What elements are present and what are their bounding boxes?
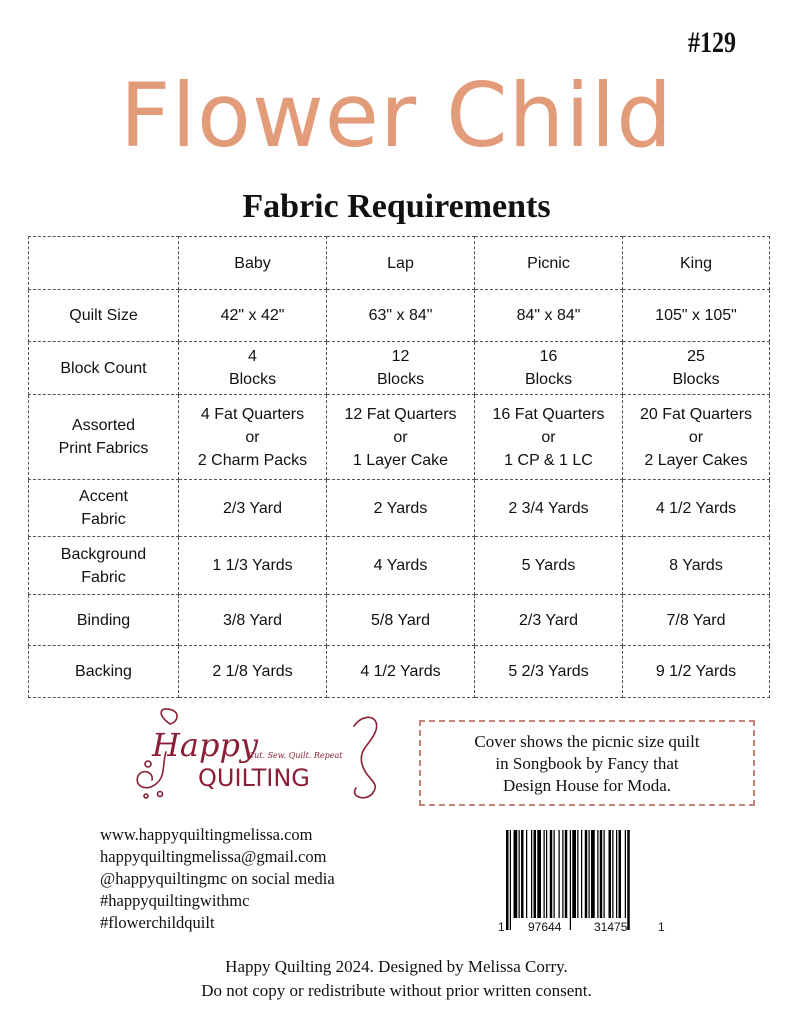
barcode-bar bbox=[537, 830, 541, 918]
table-row bbox=[29, 395, 770, 480]
footer bbox=[0, 955, 793, 1003]
cell-value: 2 Layer Cakes bbox=[644, 451, 748, 469]
row-label: Quilt Size bbox=[69, 307, 138, 324]
row-label-cell bbox=[29, 595, 179, 646]
row-label-cell bbox=[29, 395, 179, 480]
fabric-requirements-table bbox=[28, 236, 770, 698]
row-label: Binding bbox=[76, 611, 131, 629]
cell-value: or bbox=[245, 428, 260, 446]
barcode-bar bbox=[627, 830, 630, 930]
logo-dot-2 bbox=[158, 792, 163, 797]
barcode-bar bbox=[616, 830, 617, 918]
logo-swirl-top-left bbox=[161, 709, 177, 724]
table-cell bbox=[327, 290, 475, 342]
table-cell bbox=[623, 595, 770, 646]
table-cell bbox=[327, 595, 475, 646]
cell-value: 3/8 Yard bbox=[222, 611, 282, 629]
barcode-bar bbox=[562, 830, 563, 918]
row-label: Assorted bbox=[71, 417, 136, 434]
table-cell bbox=[327, 646, 475, 698]
cell-value: 9 1/2 Yards bbox=[655, 663, 737, 680]
table-cell bbox=[327, 395, 475, 480]
barcode-bar bbox=[589, 830, 590, 918]
consent-line: Do not copy or redistribute without prior written consent. bbox=[201, 981, 592, 1000]
cell-value: 12 Fat Quarters bbox=[344, 405, 457, 423]
table-row bbox=[29, 537, 770, 595]
logo-tagline: Cut. Sew. Quilt. Repeat bbox=[248, 751, 343, 760]
logo-dot-1 bbox=[145, 761, 151, 767]
table-cell bbox=[327, 480, 475, 537]
barcode-bar bbox=[572, 830, 576, 918]
barcode-bar bbox=[559, 830, 560, 918]
table-cell bbox=[623, 342, 770, 395]
cell-value: 16 bbox=[539, 348, 558, 365]
table-cell bbox=[179, 537, 327, 595]
cell-value: 25 bbox=[687, 348, 705, 365]
cell-value: 63" x 84" bbox=[368, 307, 433, 324]
table-cell bbox=[475, 290, 623, 342]
cell-value: 2 Charm Packs bbox=[197, 451, 308, 469]
cell-value: Blocks bbox=[524, 371, 573, 388]
cell-value: 2 3/4 Yards bbox=[508, 499, 589, 517]
cover-notice-box bbox=[419, 720, 755, 806]
row-label-cell bbox=[29, 290, 179, 342]
notice-line: Cover shows the picnic size quilt bbox=[474, 732, 700, 751]
cell-value: 42" x 42" bbox=[220, 307, 285, 324]
cell-value: 1 1/3 Yards bbox=[212, 557, 293, 574]
table-cell bbox=[623, 646, 770, 698]
barcode-digit-group: 97644 bbox=[528, 920, 562, 934]
barcode-bar bbox=[625, 830, 626, 918]
table-cell bbox=[475, 537, 623, 595]
cell-value: 5 2/3 Yards bbox=[508, 663, 589, 680]
header-cell-king: King bbox=[623, 237, 770, 290]
barcode-bar bbox=[514, 830, 518, 918]
cell-value: 4 1/2 Yards bbox=[655, 499, 737, 517]
row-label-cell bbox=[29, 342, 179, 395]
table-cell bbox=[179, 342, 327, 395]
barcode-bar bbox=[550, 830, 553, 918]
table-cell bbox=[475, 595, 623, 646]
pattern-number: #129 bbox=[688, 26, 736, 59]
page-title: Flower Child bbox=[119, 64, 674, 167]
hashtag-pattern: #flowerchildquilt bbox=[100, 913, 215, 932]
logo-dot-3 bbox=[144, 794, 148, 798]
barcode-bar bbox=[526, 830, 527, 918]
happy-quilting-logo bbox=[126, 704, 388, 804]
barcode-digit-group: 1 bbox=[498, 920, 505, 934]
table-cell bbox=[475, 395, 623, 480]
logo-word-top: Happy bbox=[152, 726, 259, 764]
barcode-bar bbox=[585, 830, 588, 918]
logo-word-bottom: QUILTING bbox=[198, 764, 310, 792]
cell-value: 20 Fat Quarters bbox=[639, 405, 753, 423]
barcode-bar bbox=[534, 830, 537, 918]
barcode-bar bbox=[581, 830, 582, 918]
row-label-cell bbox=[29, 646, 179, 698]
barcode-digit-group: 31475 bbox=[594, 920, 628, 934]
barcode-bar bbox=[609, 830, 612, 918]
cell-value: Blocks bbox=[228, 371, 277, 388]
barcode-bar bbox=[591, 830, 595, 918]
cell-value: 5/8 Yard bbox=[370, 611, 430, 629]
cell-value: 5 Yards bbox=[521, 557, 576, 574]
table-cell bbox=[475, 480, 623, 537]
copyright-line: Happy Quilting 2024. Designed by Melissa Corry. bbox=[225, 957, 568, 976]
table-cell bbox=[475, 646, 623, 698]
table-cell bbox=[179, 480, 327, 537]
cell-value: or bbox=[541, 428, 556, 446]
table-header-row bbox=[29, 237, 770, 290]
cell-value: 4 Yards bbox=[373, 557, 428, 574]
table-row bbox=[29, 646, 770, 698]
notice-line: Design House for Moda. bbox=[502, 776, 672, 795]
cell-value: 7/8 Yard bbox=[666, 611, 726, 629]
cell-value: or bbox=[688, 428, 704, 446]
table-row bbox=[29, 480, 770, 537]
cell-value: 2/3 Yard bbox=[222, 499, 282, 517]
header-cell-lap: Lap bbox=[327, 237, 475, 290]
table-cell bbox=[623, 395, 770, 480]
row-label-cell bbox=[29, 537, 179, 595]
barcode-bar bbox=[546, 830, 547, 918]
row-label: Print Fabrics bbox=[58, 440, 149, 457]
cell-value: 105" x 105" bbox=[655, 307, 737, 324]
table-cell bbox=[327, 537, 475, 595]
barcode-bar bbox=[597, 830, 598, 918]
hashtag-primary: #happyquiltingwithmc bbox=[100, 891, 250, 910]
barcode-bar bbox=[604, 830, 605, 918]
row-label: Fabric bbox=[81, 511, 126, 528]
table-cell bbox=[475, 342, 623, 395]
page-subtitle: Fabric Requirements bbox=[242, 188, 551, 225]
barcode-bar bbox=[506, 830, 509, 930]
table-row bbox=[29, 290, 770, 342]
table-cell bbox=[179, 290, 327, 342]
cell-value: 4 bbox=[248, 348, 257, 365]
table-cell bbox=[623, 290, 770, 342]
cell-value: 12 bbox=[391, 348, 410, 365]
cell-value: 1 CP & 1 LC bbox=[504, 451, 593, 469]
row-label: Background bbox=[60, 545, 147, 563]
barcode-bar bbox=[519, 830, 520, 918]
header-cell-empty bbox=[29, 237, 179, 290]
barcode-icon bbox=[498, 830, 666, 952]
row-label-cell bbox=[29, 480, 179, 537]
email-link[interactable]: happyquiltingmelissa@gmail.com bbox=[100, 847, 327, 866]
social-handle: @happyquiltingmc on social media bbox=[100, 869, 335, 888]
cell-value: 8 Yards bbox=[669, 557, 723, 574]
cell-value: 4 1/2 Yards bbox=[360, 663, 441, 680]
logo-swirl-right bbox=[354, 717, 377, 797]
table-cell bbox=[179, 646, 327, 698]
cell-value: or bbox=[393, 428, 408, 446]
cell-value: 2 1/8 Yards bbox=[212, 663, 293, 680]
header-cell-picnic: Picnic bbox=[475, 237, 623, 290]
website-link[interactable]: www.happyquiltingmelissa.com bbox=[100, 825, 313, 844]
cell-value: 1 Layer Cake bbox=[352, 451, 449, 469]
cell-value: 2/3 Yard bbox=[518, 611, 578, 629]
cell-value: Blocks bbox=[376, 371, 425, 388]
barcode-bar bbox=[577, 830, 578, 918]
cell-value: 84" x 84" bbox=[516, 307, 581, 324]
header-cell-baby: Baby bbox=[179, 237, 327, 290]
barcode-bar bbox=[600, 830, 603, 918]
table-cell bbox=[179, 595, 327, 646]
barcode-bar bbox=[521, 830, 524, 918]
row-label: Accent bbox=[79, 488, 128, 505]
notice-line: in Songbook by Fancy that bbox=[495, 754, 679, 773]
barcode-bar bbox=[531, 830, 532, 918]
barcode-bar bbox=[544, 830, 545, 918]
row-label: Block Count bbox=[60, 359, 147, 377]
barcode-bar bbox=[612, 830, 613, 918]
barcode-bar bbox=[554, 830, 555, 918]
barcode-digit-group: 1 bbox=[658, 920, 665, 934]
table-row bbox=[29, 595, 770, 646]
row-label: Backing bbox=[75, 663, 132, 680]
barcode-bar bbox=[565, 830, 568, 918]
contact-info bbox=[100, 824, 420, 934]
cell-value: Blocks bbox=[672, 371, 720, 388]
cell-value: 4 Fat Quarters bbox=[200, 405, 305, 423]
table-cell bbox=[327, 342, 475, 395]
table-body bbox=[29, 290, 770, 698]
table-cell bbox=[179, 395, 327, 480]
cell-value: 16 Fat Quarters bbox=[492, 405, 605, 423]
barcode-bar bbox=[510, 830, 511, 930]
barcode-bar bbox=[570, 830, 571, 930]
row-label: Fabric bbox=[81, 568, 126, 586]
table-cell bbox=[623, 480, 770, 537]
table-row bbox=[29, 342, 770, 395]
cell-value: 2 Yards bbox=[373, 499, 428, 517]
table-cell bbox=[623, 537, 770, 595]
barcode-bar bbox=[619, 830, 622, 918]
